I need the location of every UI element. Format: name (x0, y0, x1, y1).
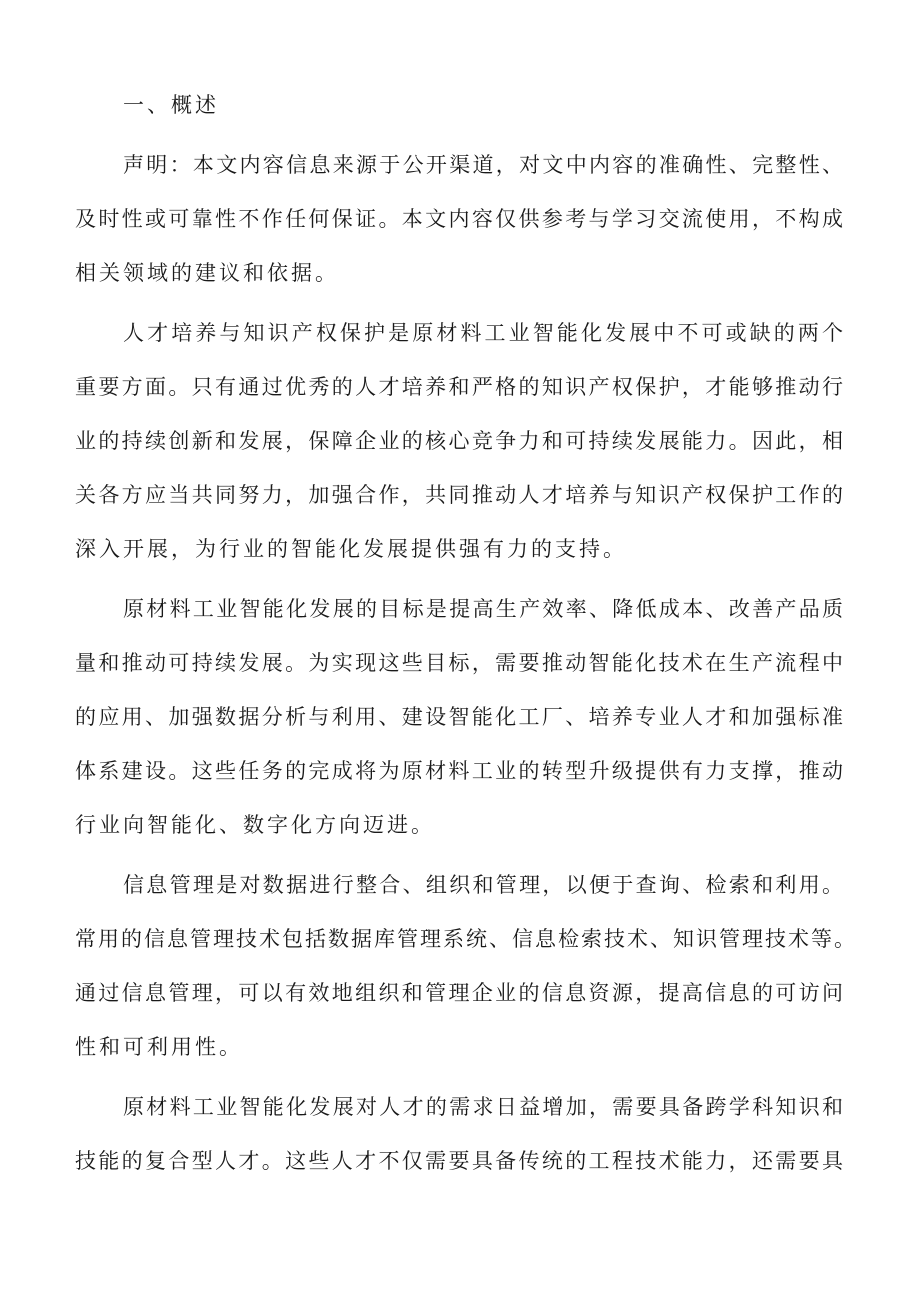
text-line: 性和可利用性。 (75, 1035, 243, 1059)
text-line: 相关领域的建议和依据。 (75, 261, 339, 285)
section-heading: 一、概述 (123, 93, 219, 117)
document-body (75, 78, 857, 1194)
paragraph (75, 582, 845, 852)
paragraph (75, 138, 845, 300)
text-line: 量和推动可持续发展。为实现这些目标，需要推动智能化技术在生产流程中 (75, 651, 845, 675)
text-line: 业的持续创新和发展，保障企业的核心竞争力和可持续发展能力。因此，相 (75, 429, 845, 453)
text-line: 深入开展，为行业的智能化发展提供强有力的支持。 (75, 537, 627, 561)
text-line: 信息管理是对数据进行整合、组织和管理，以便于查询、检索和利用。 (123, 873, 845, 897)
text-line: 通过信息管理，可以有效地组织和管理企业的信息资源，提高信息的可访问 (75, 981, 845, 1005)
text-line: 行业向智能化、数字化方向迈进。 (75, 813, 435, 837)
text-line: 原材料工业智能化发展的目标是提高生产效率、降低成本、改善产品质 (123, 597, 845, 621)
text-line: 常用的信息管理技术包括数据库管理系统、信息检索技术、知识管理技术等。 (75, 927, 857, 951)
text-line: 原材料工业智能化发展对人才的需求日益增加，需要具备跨学科知识和 (123, 1095, 845, 1119)
paragraphs (75, 138, 857, 1188)
text-line: 关各方应当共同努力，加强合作，共同推动人才培养与知识产权保护工作的 (75, 483, 845, 507)
text-line: 体系建设。这些任务的完成将为原材料工业的转型升级提供有力支撑，推动 (75, 759, 845, 783)
paragraph (75, 1080, 845, 1188)
text-line: 人才培养与知识产权保护是原材料工业智能化发展中不可或缺的两个 (123, 321, 845, 345)
text-line: 的应用、加强数据分析与利用、建设智能化工厂、培养专业人才和加强标准 (75, 705, 845, 729)
text-line: 声明：本文内容信息来源于公开渠道，对文中内容的准确性、完整性、 (123, 153, 845, 177)
text-line: 重要方面。只有通过优秀的人才培养和严格的知识产权保护，才能够推动行 (75, 375, 845, 399)
text-line: 技能的复合型人才。这些人才不仅需要具备传统的工程技术能力，还需要具 (75, 1149, 845, 1173)
text-line: 及时性或可靠性不作任何保证。本文内容仅供参考与学习交流使用，不构成 (75, 207, 845, 231)
paragraph (75, 306, 845, 576)
paragraph (75, 858, 857, 1074)
